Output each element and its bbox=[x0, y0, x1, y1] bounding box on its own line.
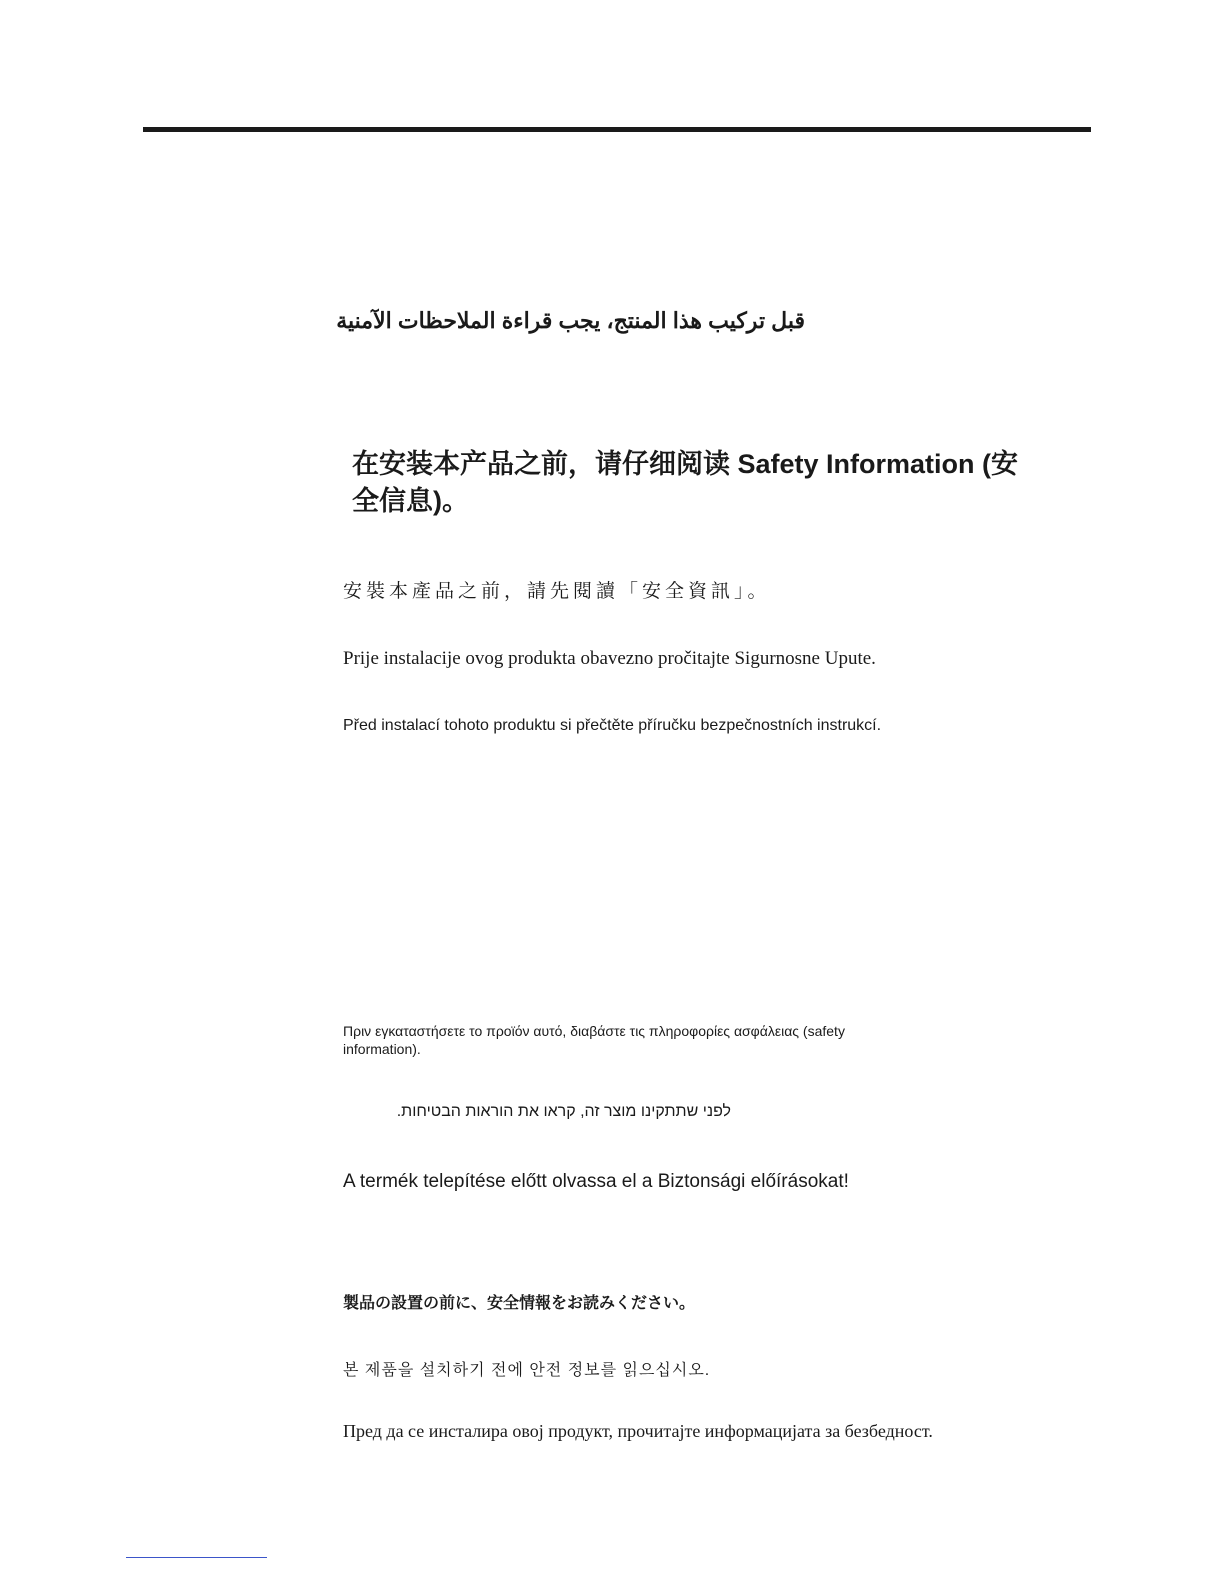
safety-notice-japanese: 製品の設置の前に、安全情報をお読みください。 bbox=[343, 1295, 696, 1312]
safety-notice-czech: Před instalací tohoto produktu si přečtěte příručku bezpečnostních instrukcí. bbox=[343, 717, 882, 734]
safety-notice-chinese-traditional: 安裝本產品之前，請先閱讀「安全資訊」。 bbox=[343, 580, 771, 602]
footnote-rule bbox=[126, 1557, 267, 1558]
safety-notice-hungarian: A termék telepítése előtt olvassa el a Biztonsági előírásokat! bbox=[343, 1171, 849, 1192]
top-horizontal-rule bbox=[143, 127, 1091, 132]
safety-notice-macedonian: Пред да се инсталира овој продукт, прочитајте информацијата за безбедност. bbox=[343, 1421, 933, 1441]
safety-notice-greek: Πριν εγκαταστήσετε το προϊόν αυτό, διαβάστε τις πληροφορίες ασφάλειας (safety information). bbox=[343, 1023, 845, 1057]
safety-notice-croatian: Prije instalacije ovog produkta obavezno pročitajte Sigurnosne Upute. bbox=[343, 648, 876, 669]
safety-notice-arabic: قبل تركيب هذا المنتج، يجب قراءة الملاحظات الآمنية bbox=[336, 308, 805, 333]
safety-notice-hebrew: לפני שתתקינו מוצר זה, קראו את הוראות הבטיחות. bbox=[396, 1103, 731, 1120]
safety-notice-chinese-simplified: 在安装本产品之前，请仔细阅读 Safety Information (安全信息)。 bbox=[352, 449, 1019, 516]
safety-notice-korean: 본 제품을 설치하기 전에 안전 정보를 읽으십시오. bbox=[343, 1362, 711, 1379]
